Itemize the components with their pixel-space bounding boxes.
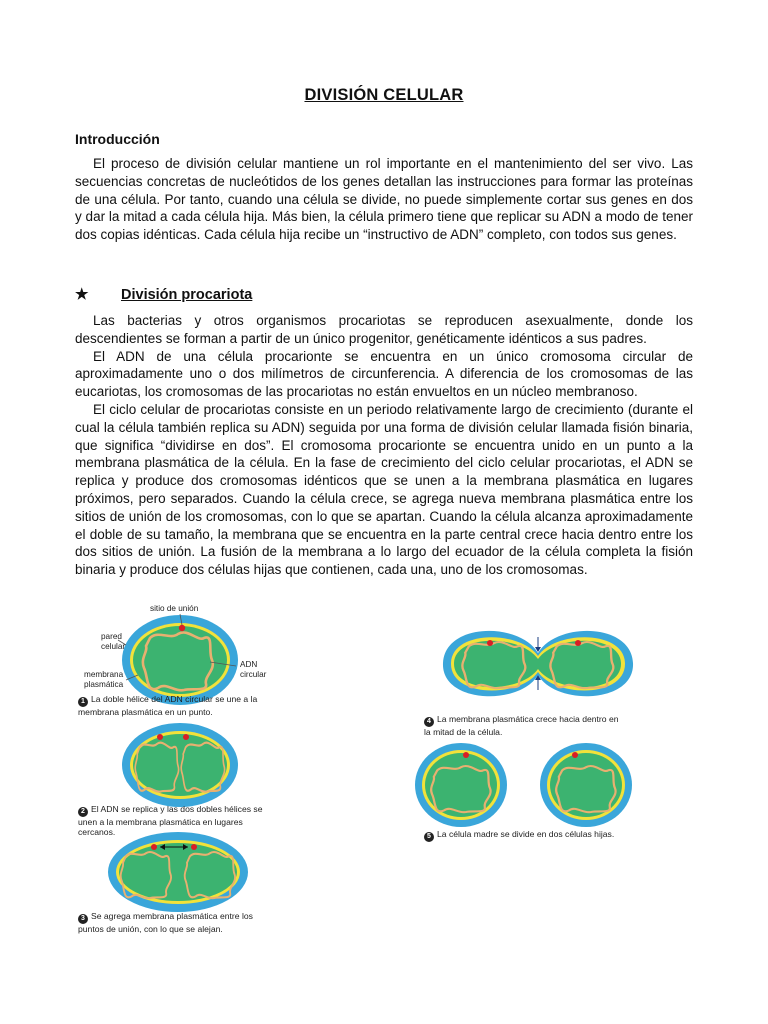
caption-step-4: 4 La membrana plasmática crece hacia dentro en la mitad de la célula.: [424, 714, 619, 737]
caption-step-2: 2 El ADN se replica y las dos dobles hélices se unen a la membrana plasmática en lugares cercanos.: [78, 804, 263, 838]
step-number-1: 1: [78, 697, 88, 707]
step5-daughter-cell-left: [415, 743, 507, 827]
label-plasma-membrane: membrana plasmática: [84, 670, 124, 689]
step-number-5: 5: [424, 832, 434, 842]
section-heading-text: División procariota: [121, 287, 253, 303]
section-paragraph-3: El ciclo celular de procariotas consiste en un periodo relativamente largo de crecimiento (durante el cual la célula también replica su ADN) seguida por una forma de división celular llamada fisión binaria, que significa “dividirse en dos”. El cromosoma procarionte se encuentra unido en un punto a la membrana plasmática de la célula. En la fase de crecimiento del ciclo celular procariotas, el ADN se replica y produce dos cromosomas idénticos que se unen a la membrana plasmática en lugares próximos, pero separados. Cuando la célula crece, se agrega nueva membrana plasmática entre los sitios de unión de los cromosomas, con lo que se apartan. Cuando la célula alcanza aproximadamente el doble de su tamaño, la membrana que se encuentra en la parte central crece hacia dentro entre los dos sitios de unión. La fusión de la membrana a lo largo del ecuador de la célula completa la fisión binaria y produce dos células hijas que contienen, cada una, uno de los cromosomas.: [75, 401, 693, 578]
label-circular-dna: ADN circular: [240, 660, 267, 679]
document-title: DIVISIÓN CELULAR: [304, 86, 464, 104]
step3-cell: [108, 832, 248, 912]
caption-step-5: 5 La célula madre se divide en dos células hijas.: [424, 829, 614, 842]
caption-step-1: 1 La doble hélice del ADN circular se une a la membrana plasmática en un punto.: [78, 694, 258, 717]
section-paragraph-1: Las bacterias y otros organismos procariotas se reproducen asexualmente, donde los descendientes se forman a partir de un único progenitor, genéticamente idénticos a sus padres.: [75, 313, 693, 346]
step-number-2: 2: [78, 807, 88, 817]
star-icon: ★: [75, 286, 89, 303]
intro-paragraph: El proceso de división celular mantiene un rol importante en el mantenimiento del ser vivo. Las secuencias concretas de nucleótidos de los genes detallan las instrucciones para formar las proteínas de una célula. Por tanto, cuando una célula se divide, no puede simplemente cortar sus genes en dos y dar la mitad a cada célula hija. Más bien, la célula primero tiene que replicar su ADN a modo de tener dos copias idénticas. Cada célula hija recibe un “instructivo de ADN” completo, con todos sus genes.: [75, 156, 693, 243]
step5-daughter-cell-right: [540, 743, 632, 827]
step1-cell: [118, 614, 238, 705]
section-paragraph-2: El ADN de una célula procarionte se encuentra en un único cromosoma circular de aproximadamente uno o dos milímetros de circunferencia. A diferencia de los cromosomas de las eucariotas, los cromosomas de las procariotas no están envueltos en un núcleo membranoso.: [75, 348, 693, 400]
step2-cell: [122, 723, 238, 807]
intro-heading: Introducción: [75, 131, 160, 147]
step-number-4: 4: [424, 717, 434, 727]
step4-cell: [443, 631, 633, 696]
attachment-site-marker: [179, 625, 185, 631]
label-attachment-site: sitio de unión: [150, 604, 199, 613]
label-cell-wall: pared celular: [101, 632, 126, 651]
step-number-3: 3: [78, 914, 88, 924]
caption-step-3: 3 Se agrega membrana plasmática entre los puntos de unión, con lo que se alejan.: [78, 911, 253, 934]
